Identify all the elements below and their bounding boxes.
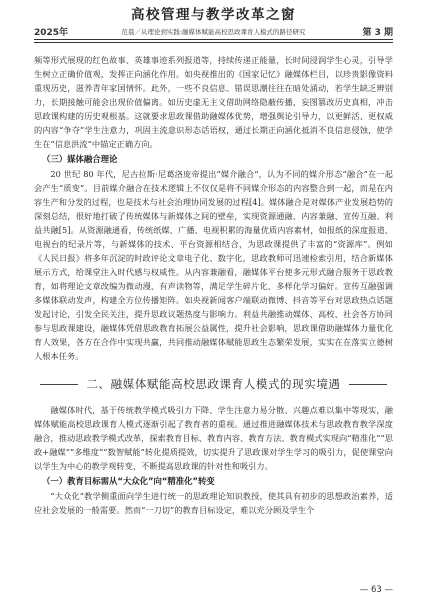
page-number: — 63 — (359, 585, 393, 595)
journal-title: 高校管理与教学改革之窗 (131, 7, 296, 23)
body-paragraph: 频等形式展现的红色故事、英雄事迹系列报道等，持续传递正能量，长时间浸润学生心灵，引导学生树立正确价值观，发挥正向涵化作用。如央视推出的《国家记忆》融媒体栏目，以珍贵影像资料重现历史，滋养青年家国情怀。此外，一些不良信息、错误思潮往往在暗处涌动，若学生缺乏辨别力，长期接触可能会出现价值偏离。如历史虚无主义借助网络隐蔽传播，妄图篡改历史真相，冲击思政课构建的历史观根基。这就要求思政课借助融媒体优势，增强舆论引导力，以更鲜活、更权威的内容“争夺”学生注意力，巩固主流意识形态话语权，通过长期正向涵化抵消不良信息侵蚀，使学生在“信息洪流”中锚定正确方向。 (34, 55, 393, 150)
body-paragraph: 融媒体时代，基于传统教学模式吸引力下降、学生注意力易分散、兴趣点难以集中等现实，融媒体赋能高校思政课育人模式逐渐引起了教育者的重视。通过推进融媒体技术与思政教育教学深度融合，推动思政教学模式改革，探索教育目标、教育内容、教育方法、教育模式实现向“精准化”“思政+融媒”“多维度”“数智赋能”转化提质提效，切实提升了思政课对学生学习的吸引力，促使课堂向以学生为中心的教学观转变，不断提高思政课的针对性和吸引力。 (34, 405, 393, 472)
heading-rule-left (40, 384, 78, 385)
section-heading-text: 二、融媒体赋能高校思政课育人模式的现实境遇 (86, 377, 341, 392)
issue-number: 第 3 期 (362, 28, 393, 38)
header-meta-row (34, 25, 393, 39)
heading-rule-right (349, 384, 387, 385)
body-paragraph: 20 世纪 80 年代，尼古拉斯·尼葛洛庞帝提出“媒介融合”，认为不同的媒介形态“融合”在一起会产生“质变”。目前媒介融合在技术逻辑上不仅仅是将不同媒介形态的内容整合到一起，而是在内容生产和分发的过程，也是技术与社会治理协同发展的过程[4]。媒体融合是对媒体产业发展趋势的深刻总结，很好地打破了传统媒体与新媒体之间的壁垒，实现资源通融、内容兼融、宣传互融、利益共融[5]。从资源融通看，传统纸媒、广播、电视积累的海量优质内容素材，如报纸的深度报道、电视台的纪录片等，与新媒体的技术、平台资源相结合，为思政课提供了丰富的“资源库”。例如《人民日报》将多年沉淀的时政评论文章电子化、数字化，思政教师可迅速检索引用，结合新媒体展示方式，给课堂注入时代感与权威性。从内容兼融看，融媒体平台使多元形式融合服务于思政教育，如将理论文章改编为微动漫、有声读物等，满足学生碎片化、多样化学习偏好。宣传互融强调多媒体联动发声，构建全方位传播矩阵。如央视新闻客户端联动微博、抖音等平台对思政热点话题发起讨论，引发全民关注，提升思政议题热度与影响力。利益共融推动媒体、高校、社会各方协同参与思政课建设，融媒体凭借思政教育拓展公益属性，提升社会影响，思政课借助融媒体力量优化育人效果，各方在合作中实现共赢，共同推动融媒体赋能思政生态繁荣发展，实实在在落实立德树人根本任务。 (34, 168, 393, 362)
article-body (34, 53, 393, 517)
journal-year: 2025年 (34, 28, 69, 38)
header-rule-thick (34, 39, 393, 40)
page-header (0, 0, 427, 52)
subsection-heading: （一）教育目标需从“大众化”向“精准化”转变 (42, 476, 215, 487)
body-paragraph: “大众化”教学侧重面向学生进行统一的思政理论知识教授，使其具有初步的思想政治素养，适应社会发展的一般需要。然而“一刀切”的教育目标设定，难以充分顾及学生个 (34, 490, 393, 515)
section-heading (34, 367, 393, 401)
subsection-heading: （三）媒体融合理论 (42, 154, 118, 165)
running-title: 范晨／从理论到实践:融媒体赋能高校思政课育人模式的路径研究 (121, 28, 306, 36)
header-rule-thin (34, 42, 393, 43)
